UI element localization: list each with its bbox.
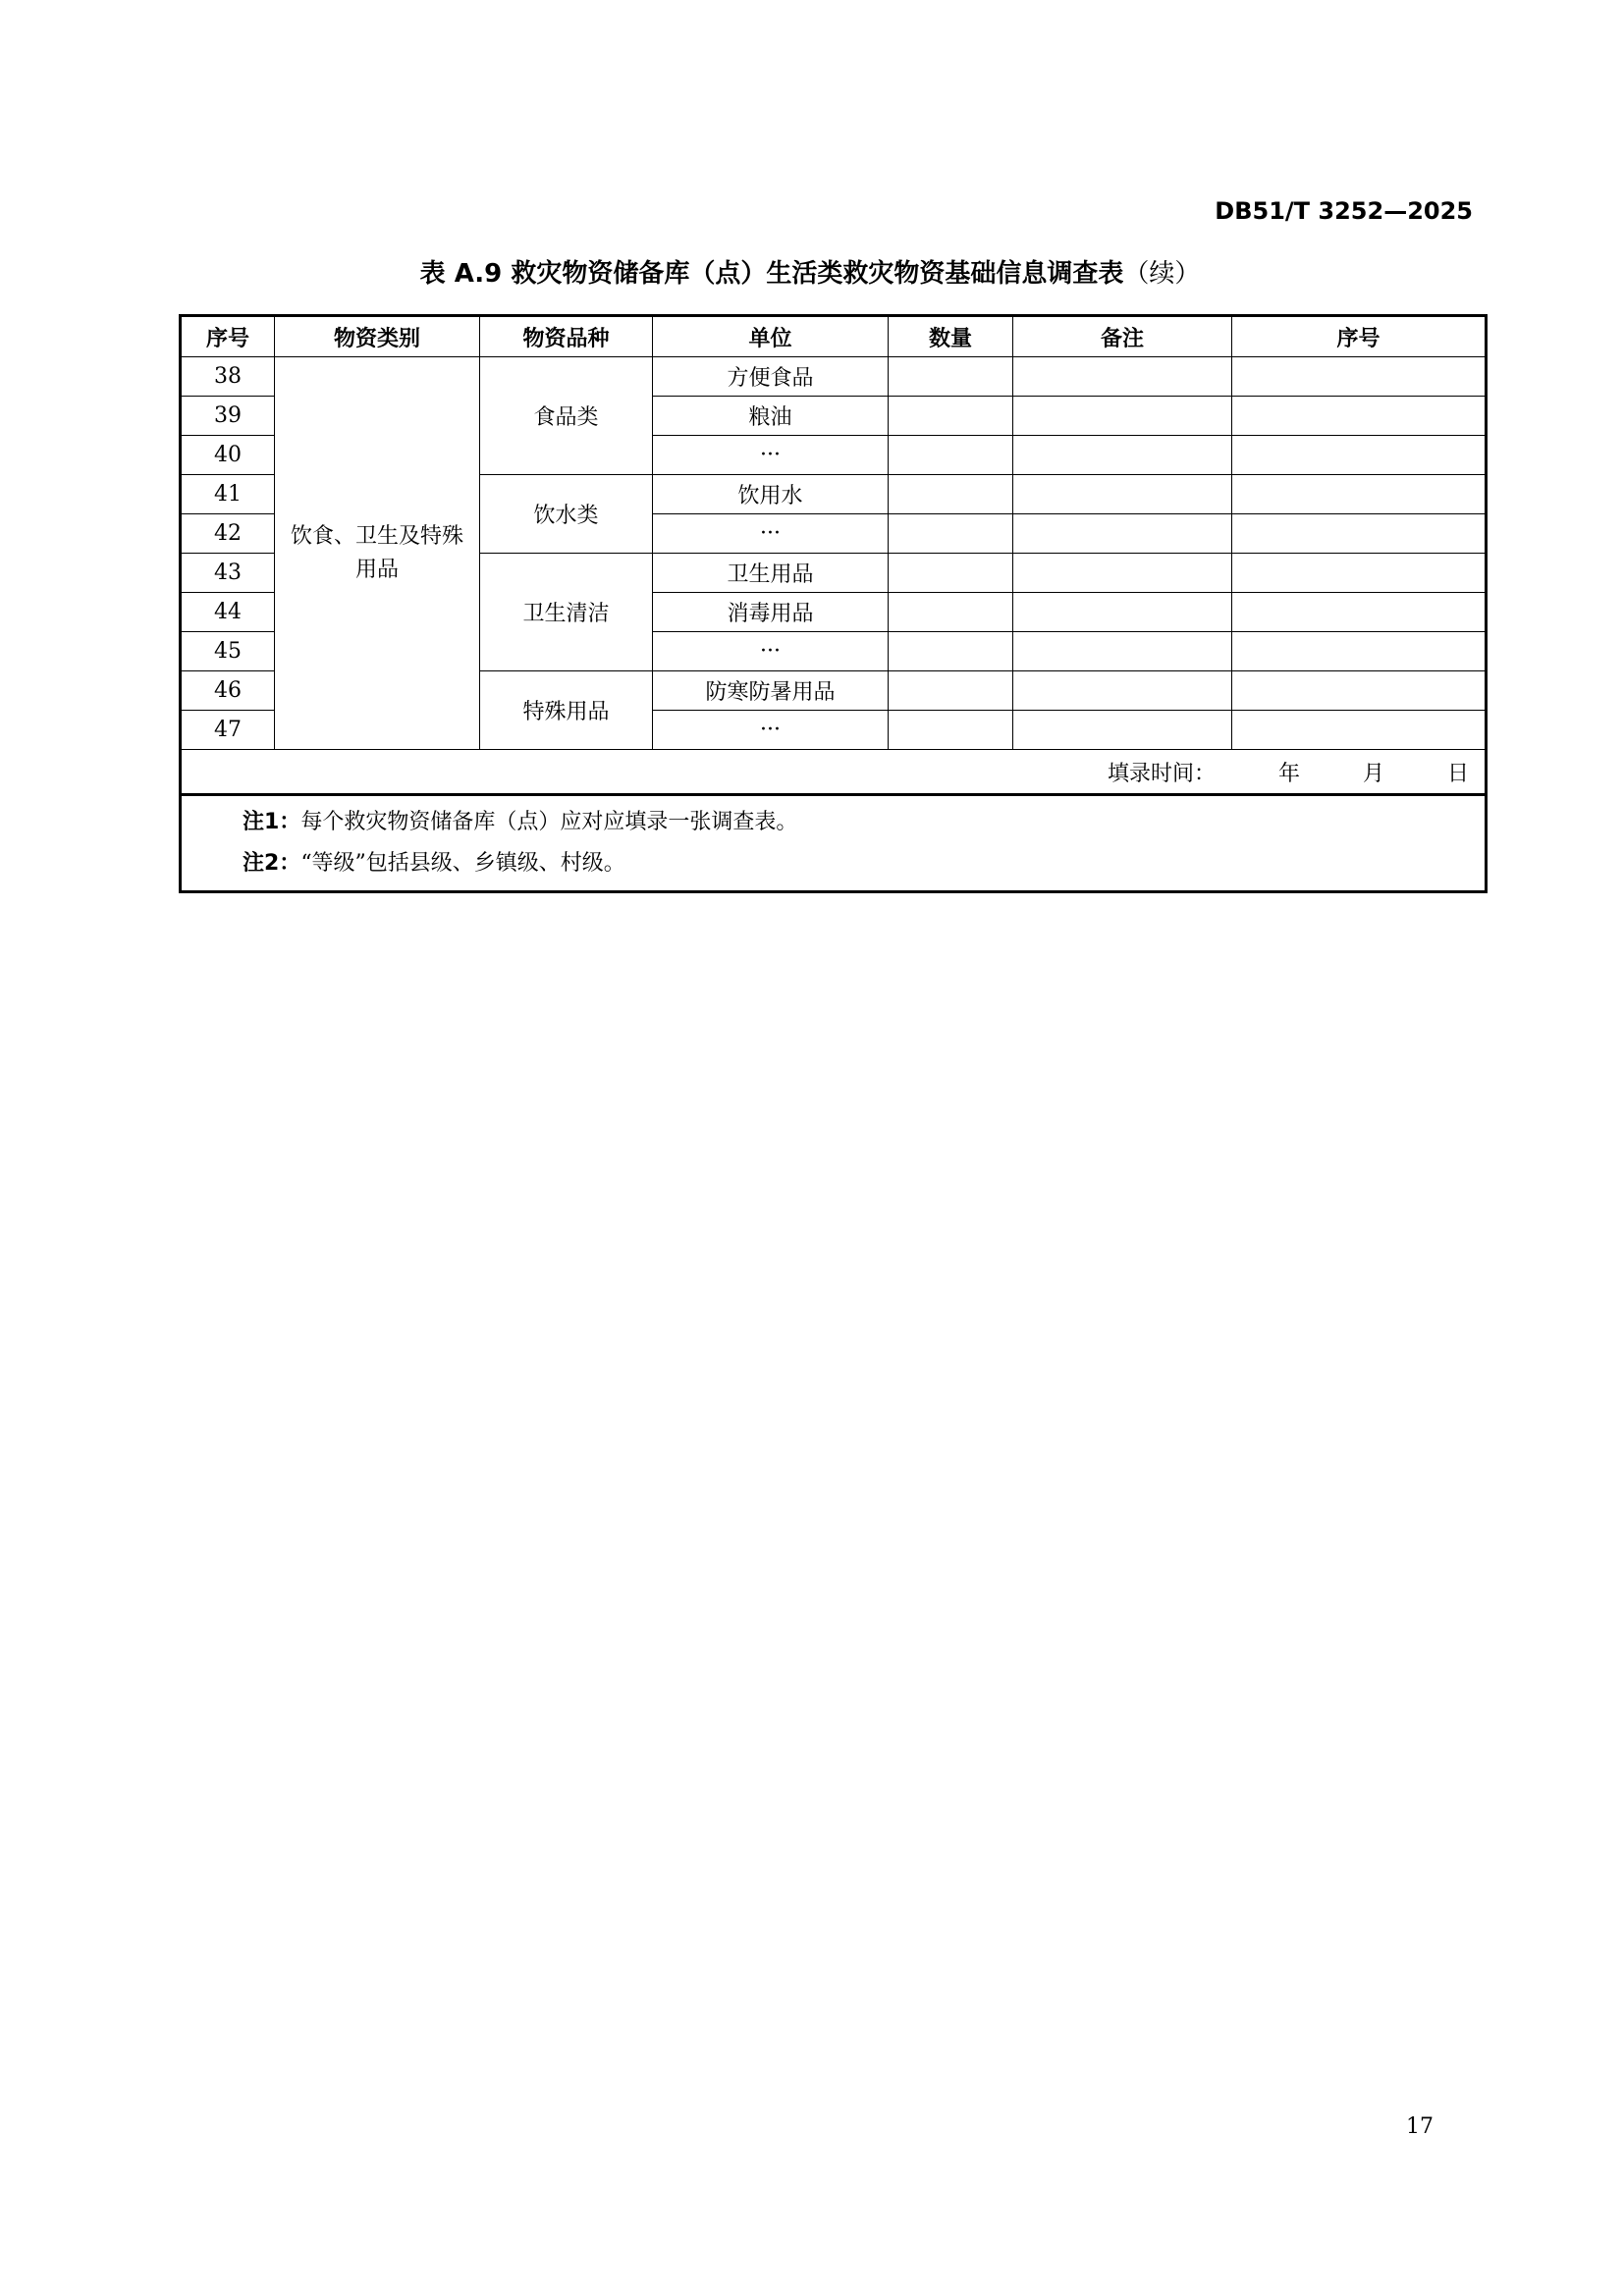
extra-cell[interactable]	[1232, 514, 1487, 554]
extra-cell[interactable]	[1232, 475, 1487, 514]
note-2-text: “等级”包括县级、乡镇级、村级。	[300, 851, 625, 876]
remarks-cell[interactable]	[1013, 475, 1232, 514]
notes-row	[181, 795, 1487, 892]
extra-cell[interactable]	[1232, 554, 1487, 593]
remarks-cell[interactable]	[1013, 632, 1232, 671]
variety-cell: 食品类	[480, 357, 653, 475]
note-2-label: 注2：	[243, 851, 301, 876]
row-number: 38	[181, 357, 275, 397]
col-header-quantity: 数量	[889, 316, 1013, 357]
remarks-cell[interactable]	[1013, 514, 1232, 554]
col-header-variety: 物资品种	[480, 316, 653, 357]
quantity-cell[interactable]	[889, 711, 1013, 750]
extra-cell[interactable]	[1232, 632, 1487, 671]
row-number: 39	[181, 397, 275, 436]
row-number: 40	[181, 436, 275, 475]
notes-cell	[181, 795, 1487, 892]
page-number: 17	[1406, 2114, 1434, 2139]
survey-table	[179, 314, 1488, 893]
note-1-label: 注1：	[243, 810, 301, 834]
table-row	[181, 357, 1487, 397]
category-cell: 饮食、卫生及特殊用品	[275, 357, 480, 750]
remarks-cell[interactable]	[1013, 554, 1232, 593]
unit-cell: ···	[653, 436, 889, 475]
col-header-remarks: 备注	[1013, 316, 1232, 357]
unit-cell: 方便食品	[653, 357, 889, 397]
unit-cell: 卫生用品	[653, 554, 889, 593]
col-header-unit: 单位	[653, 316, 889, 357]
remarks-cell[interactable]	[1013, 397, 1232, 436]
note-2	[243, 843, 1485, 884]
unit-cell: 饮用水	[653, 475, 889, 514]
col-header-seq-2: 序号	[1232, 316, 1487, 357]
row-number: 43	[181, 554, 275, 593]
remarks-cell[interactable]	[1013, 711, 1232, 750]
extra-cell[interactable]	[1232, 397, 1487, 436]
quantity-cell[interactable]	[889, 593, 1013, 632]
extra-cell[interactable]	[1232, 436, 1487, 475]
fill-time-row	[181, 750, 1487, 795]
extra-cell[interactable]	[1232, 593, 1487, 632]
row-number: 45	[181, 632, 275, 671]
note-1	[243, 802, 1485, 843]
note-1-text: 每个救灾物资储备库（点）应对应填录一张调查表。	[300, 810, 798, 834]
quantity-cell[interactable]	[889, 671, 1013, 711]
remarks-cell[interactable]	[1013, 436, 1232, 475]
quantity-cell[interactable]	[889, 357, 1013, 397]
quantity-cell[interactable]	[889, 514, 1013, 554]
unit-cell: 粮油	[653, 397, 889, 436]
unit-cell: ···	[653, 711, 889, 750]
extra-cell[interactable]	[1232, 671, 1487, 711]
fill-time-month: 月	[1362, 761, 1384, 786]
fill-time-cell	[181, 750, 1487, 795]
unit-cell: 防寒防暑用品	[653, 671, 889, 711]
document-code: DB51/T 3252—2025	[1215, 197, 1473, 225]
row-number: 42	[181, 514, 275, 554]
remarks-cell[interactable]	[1013, 357, 1232, 397]
row-number: 46	[181, 671, 275, 711]
fill-time-label: 填录时间：	[1107, 761, 1216, 786]
extra-cell[interactable]	[1232, 357, 1487, 397]
unit-cell: ···	[653, 514, 889, 554]
row-number: 44	[181, 593, 275, 632]
remarks-cell[interactable]	[1013, 671, 1232, 711]
row-number: 47	[181, 711, 275, 750]
col-header-category: 物资类别	[275, 316, 480, 357]
variety-cell: 特殊用品	[480, 671, 653, 750]
unit-cell: 消毒用品	[653, 593, 889, 632]
quantity-cell[interactable]	[889, 554, 1013, 593]
quantity-cell[interactable]	[889, 397, 1013, 436]
variety-cell: 饮水类	[480, 475, 653, 554]
quantity-cell[interactable]	[889, 475, 1013, 514]
variety-cell: 卫生清洁	[480, 554, 653, 671]
quantity-cell[interactable]	[889, 436, 1013, 475]
remarks-cell[interactable]	[1013, 593, 1232, 632]
quantity-cell[interactable]	[889, 632, 1013, 671]
table-header-row	[181, 316, 1487, 357]
table-title	[245, 258, 1375, 290]
fill-time-year: 年	[1277, 761, 1300, 786]
row-number: 41	[181, 475, 275, 514]
table-title-main: 表 A.9 救灾物资储备库（点）生活类救灾物资基础信息调查表	[419, 259, 1124, 289]
fill-time-day: 日	[1446, 761, 1469, 786]
unit-cell: ···	[653, 632, 889, 671]
table-title-continued: （续）	[1123, 259, 1201, 289]
extra-cell[interactable]	[1232, 711, 1487, 750]
col-header-seq: 序号	[181, 316, 275, 357]
